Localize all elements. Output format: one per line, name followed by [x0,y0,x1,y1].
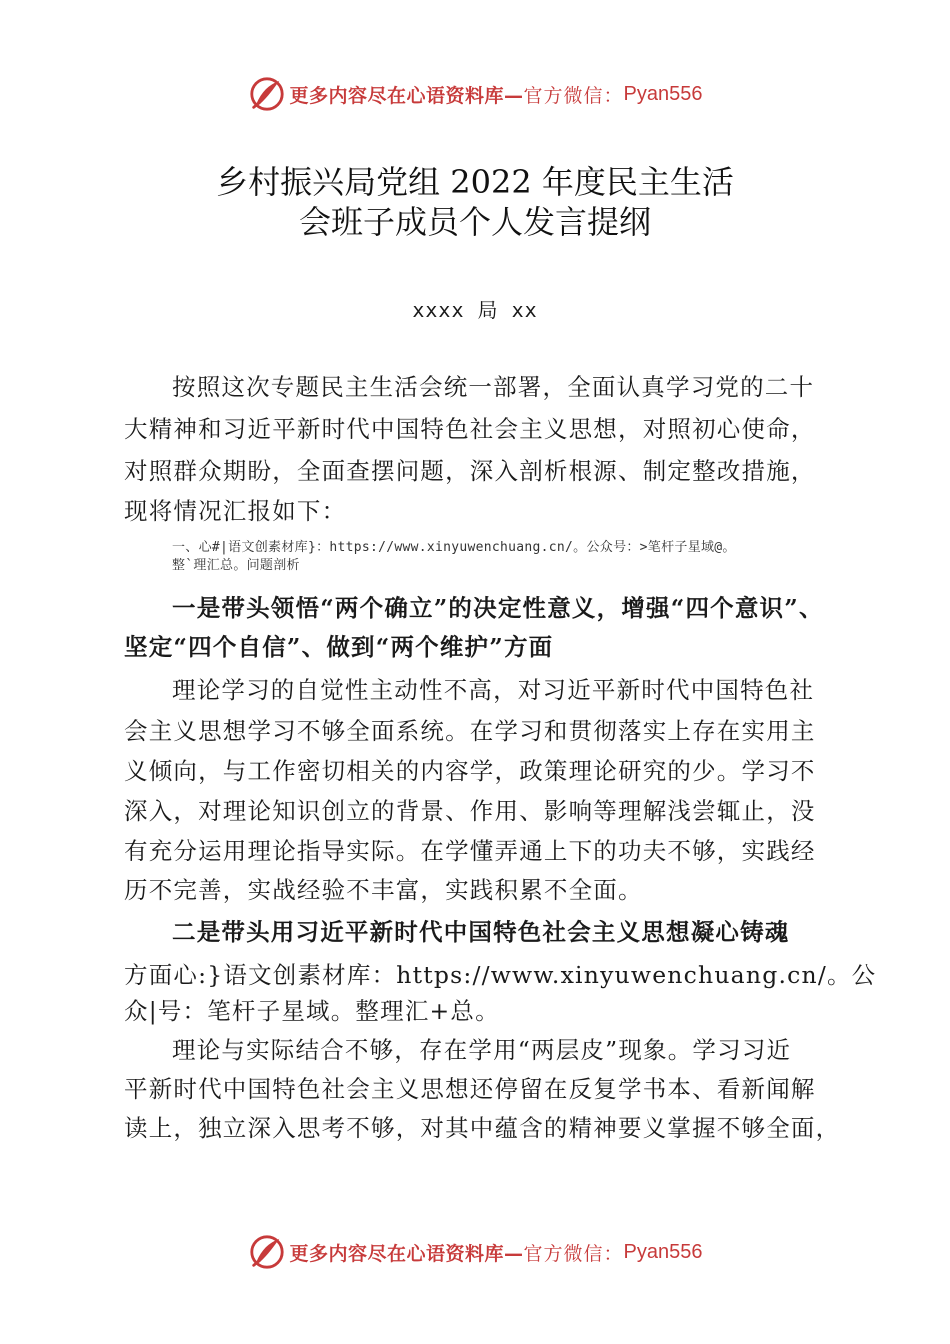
watermark-banner-bottom [0,1230,950,1274]
brush-logo-icon [248,75,286,113]
doc-author: xxxx 局 xx [412,298,538,322]
intro-line: 大精神和习近平新时代中国特色社会主义思想，对照初心使命， [124,415,816,443]
para-1-line: 会主义思想学习不够全面系统。在学习和贯彻落实上存在实用主 [124,717,816,745]
watermark-text: 更多内容尽在心语资料库— [289,84,524,107]
small-note-line: 整`理汇总。问题剖析 [172,558,300,573]
watermark-wechat-label: 官方微信： [523,1242,624,1265]
heading-1-line: 坚定“四个自信”、做到“两个维护”方面 [124,633,554,661]
para-1-line: 义倾向，与工作密切相关的内容学，政策理论研究的少。学习不 [124,757,816,785]
doc-title-line-1: 乡村振兴局党组 2022 年度民主生活 [216,163,734,201]
watermark-wechat-label: 官方微信： [523,84,624,107]
para-2-line: 读上，独立深入思考不够，对其中蕴含的精神要义掌握不够全面， [124,1114,841,1142]
para-2-line: 平新时代中国特色社会主义思想还停留在反复学书本、看新闻解 [124,1075,816,1103]
para-1-line: 历不完善，实战经验不丰富，实践积累不全面。 [124,876,643,904]
para-1-line: 深入，对理论知识创立的背景、作用、影响等理解浅尝辄止，没 [124,797,816,825]
watermark-text: 更多内容尽在心语资料库— [289,1242,524,1265]
watermark-wechat-id: Pyan556 [623,1240,703,1263]
intro-line: 按照这次专题民主生活会统一部署，全面认真学习党的二十 [172,373,815,401]
intro-line: 现将情况汇报如下： [124,497,347,525]
intro-line: 对照群众期盼，全面查摆问题，深入剖析根源、制定整改措施， [124,457,816,485]
doc-title-line-2: 会班子成员个人发言提纲 [298,203,651,241]
para-2-line: 理论与实际结合不够，存在学用“两层皮”现象。学习习近 [172,1036,792,1064]
heading-2: 二是带头用习近平新时代中国特色社会主义思想凝心铸魂 [172,918,790,946]
para-1-line: 理论学习的自觉性主动性不高，对习近平新时代中国特色社 [172,676,815,704]
brush-logo-icon [248,1233,286,1271]
para-1-line: 有充分运用理论指导实际。在学懂弄通上下的功夫不够，实践经 [124,837,816,865]
heading-1-line: 一是带头领悟“两个确立”的决定性意义，增强“四个意识”、 [172,594,824,622]
watermark-banner-top [0,72,950,116]
watermark-wechat-id: Pyan556 [623,82,703,105]
heading-2-continuation: 众|号：笔杆子星域。整理汇+总。 [124,997,500,1025]
heading-2-continuation: 方面心:}语文创素材库：https://www.xinyuwenchuang.cn/。公 [124,961,877,989]
small-note-line: 一、心#|语文创素材库}：https://www.xinyuwenchuang.cn/。公众号：>笔杆子星域@。 [172,540,736,555]
